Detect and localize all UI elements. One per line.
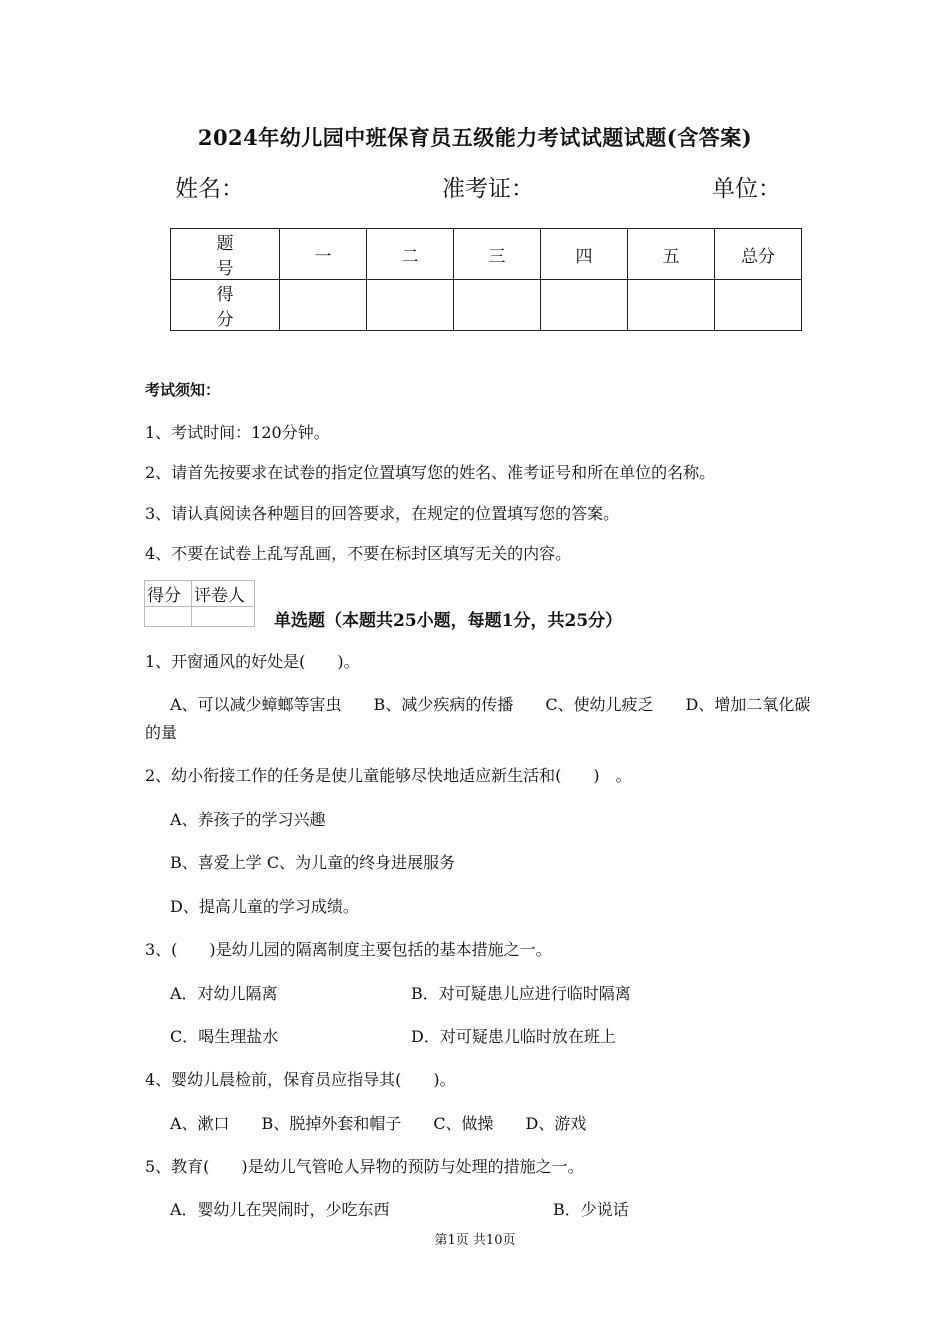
notice-item: 1、考试时间：120分钟。 <box>145 423 330 442</box>
question-options: A、漱口 B、脱掉外套和帽子 C、做操 D、游戏 <box>170 1114 587 1133</box>
grader-box <box>144 580 255 627</box>
grader-score-cell <box>145 607 192 627</box>
score-table-header-row <box>171 229 802 280</box>
page-footer: 第1页 共10页 <box>434 1233 516 1248</box>
header-part-4: 四 <box>541 229 628 280</box>
header-part-3: 三 <box>454 229 541 280</box>
notice-item: 2、请首先按要求在试卷的指定位置填写您的姓名、准考证号和所在单位的名称。 <box>145 463 716 482</box>
question-option: B、喜爱上学 C、为儿童的终身进展服务 <box>170 853 456 872</box>
question-option: A．婴幼儿在哭闹时，少吃东西 <box>170 1200 390 1219</box>
section-title: 单选题（本题共25小题，每题1分，共25分） <box>274 611 623 631</box>
notice-item: 3、请认真阅读各种题目的回答要求，在规定的位置填写您的答案。 <box>145 504 620 523</box>
question-stem: 3、( )是幼儿园的隔离制度主要包括的基本措施之一。 <box>145 940 552 959</box>
score-cell-5 <box>628 280 715 331</box>
question-option: A．对幼儿隔离 <box>170 984 278 1003</box>
question-options: 的量 <box>145 723 178 742</box>
header-question-number: 题 号 <box>171 229 280 280</box>
question-option: D．对可疑患儿临时放在班上 <box>411 1027 616 1046</box>
document-title: 2024年幼儿园中班保育员五级能力考试试题试题(含答案) <box>197 125 753 150</box>
grader-score-label: 得分 <box>145 581 192 607</box>
question-option: A、养孩子的学习兴趣 <box>170 810 326 829</box>
question-stem: 2、幼小衔接工作的任务是使儿童能够尽快地适应新生活和( ) 。 <box>145 766 632 785</box>
score-cell-2 <box>367 280 454 331</box>
header-part-5: 五 <box>628 229 715 280</box>
unit-label: 单位： <box>712 176 781 202</box>
grader-reviewer-label: 评卷人 <box>192 581 255 607</box>
question-option: C．喝生理盐水 <box>170 1027 279 1046</box>
grader-reviewer-cell <box>192 607 255 627</box>
score-cell-3 <box>454 280 541 331</box>
name-label: 姓名： <box>175 176 244 202</box>
question-option: B．对可疑患儿应进行临时隔离 <box>411 984 631 1003</box>
row-label-score: 得 分 <box>171 280 280 331</box>
score-cell-total <box>715 280 802 331</box>
question-stem: 4、婴幼儿晨检前，保育员应指导其( )。 <box>145 1070 456 1089</box>
question-option: D、提高儿童的学习成绩。 <box>170 897 359 916</box>
header-part-2: 二 <box>367 229 454 280</box>
question-stem: 1、开窗通风的好处是( )。 <box>145 652 360 671</box>
score-table <box>170 228 802 331</box>
notice-heading: 考试须知： <box>145 381 221 399</box>
score-cell-4 <box>541 280 628 331</box>
header-total: 总分 <box>715 229 802 280</box>
question-options: A、可以减少蟑螂等害虫 B、减少疾病的传播 C、使幼儿疲乏 D、增加二氧化碳 <box>170 695 811 714</box>
notice-item: 4、不要在试卷上乱写乱画，不要在标封区填写无关的内容。 <box>145 544 572 563</box>
question-option: B．少说话 <box>553 1200 629 1219</box>
exam-number-label: 准考证： <box>442 176 534 202</box>
header-part-1: 一 <box>280 229 367 280</box>
score-table-score-row <box>171 280 802 331</box>
question-stem: 5、教育( )是幼儿气管呛人异物的预防与处理的措施之一。 <box>145 1157 584 1176</box>
